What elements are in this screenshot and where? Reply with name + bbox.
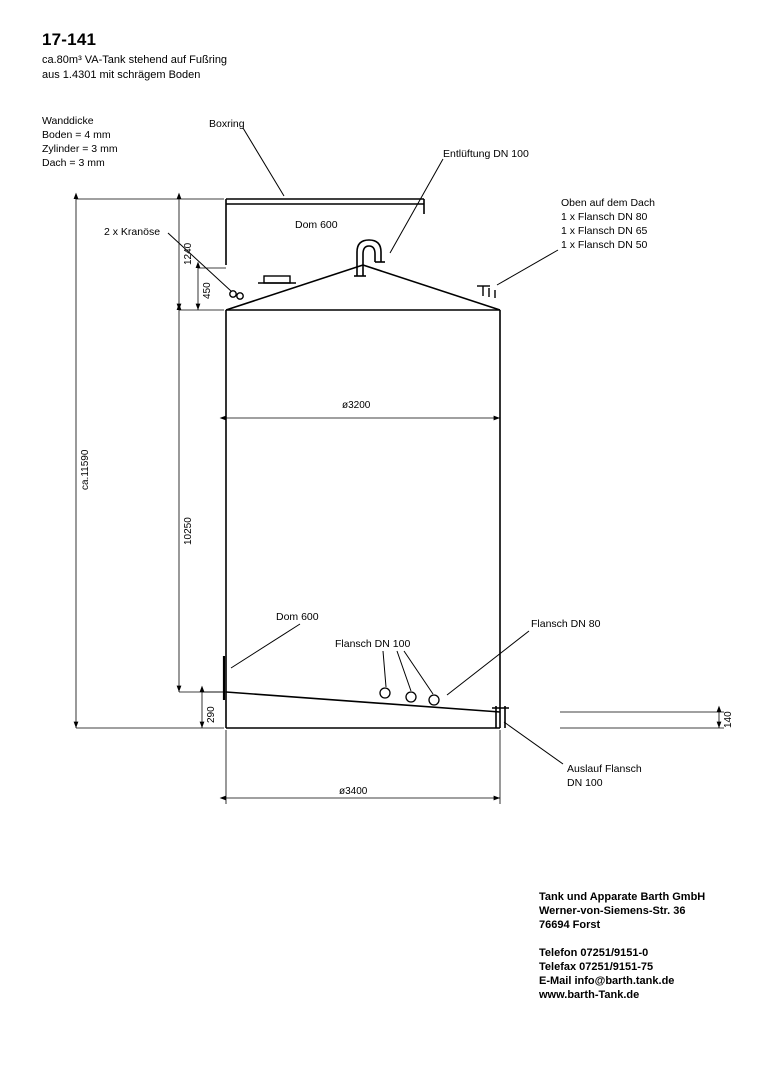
roof-flange-dn80: 1 x Flansch DN 80 [561,211,648,223]
wall-thickness-cylinder: Zylinder = 3 mm [42,143,118,155]
dim-foot-height [560,712,724,728]
dim-bottom-height [202,692,226,728]
dimension-bottom-height: 290 [206,706,217,723]
page-title: 17-141 [42,30,97,49]
callout-auslauf-line2: DN 100 [567,777,603,789]
callout-boxring: Boxring [209,118,245,130]
dimension-foot-height: 140 [723,711,734,728]
roof-flange-stubs [477,286,495,298]
kranoese-lugs [230,291,243,299]
callout-flansch-dn80: Flansch DN 80 [531,618,601,630]
leader-lines [168,128,563,764]
dimension-total-height: ca.11590 [80,449,91,490]
dimension-cylinder-height: 10250 [183,517,194,545]
footer-phone: Telefon 07251/9151-0 [539,947,649,959]
dimension-diameter-inner: ø3200 [342,400,371,411]
wall-thickness-heading: Wanddicke [42,115,94,127]
subtitle-line-1: ca.80m³ VA-Tank stehend auf Fußring [42,54,228,66]
footer-web: www.barth-Tank.de [539,989,640,1001]
roof-flange-dn65: 1 x Flansch DN 65 [561,225,648,237]
roof-flange-dn50: 1 x Flansch DN 50 [561,239,648,251]
dimension-dome-height: 450 [202,282,213,299]
footer-email: E-Mail info@barth.tank.de [539,975,675,987]
wall-thickness-roof: Dach = 3 mm [42,157,105,169]
callout-dom-top: Dom 600 [295,219,338,231]
footer-street: Werner-von-Siemens-Str. 36 [539,905,686,917]
subtitle-line-2: aus 1.4301 mit schrägem Boden [42,69,201,81]
callout-flansch-dn100: Flansch DN 100 [335,638,411,650]
dim-dome-height [198,268,226,310]
wall-thickness-bottom: Boden = 4 mm [42,129,111,141]
dim-roof-height [179,199,224,310]
callout-auslauf-line1: Auslauf Flansch [567,763,642,775]
boxring [226,199,424,265]
dimension-diameter-outer: ø3400 [339,786,368,797]
callout-entlueftung: Entlüftung DN 100 [443,148,529,160]
callout-kranoese: 2 x Kranöse [104,226,161,238]
footer-company: Tank und Apparate Barth GmbH [539,891,706,903]
callout-dom-bottom: Dom 600 [276,611,319,623]
dim-total-height [76,199,224,728]
dim-cylinder-height [179,310,224,692]
tank-shell [226,265,500,728]
footer-city: 76694 Forst [539,919,601,931]
dim-diameter-outer [226,730,500,804]
dome-600-top [258,276,296,283]
dimension-roof-height: 1240 [183,242,194,265]
roof-note-heading: Oben auf dem Dach [561,197,655,209]
footer-fax: Telefax 07251/9151-75 [539,961,654,973]
